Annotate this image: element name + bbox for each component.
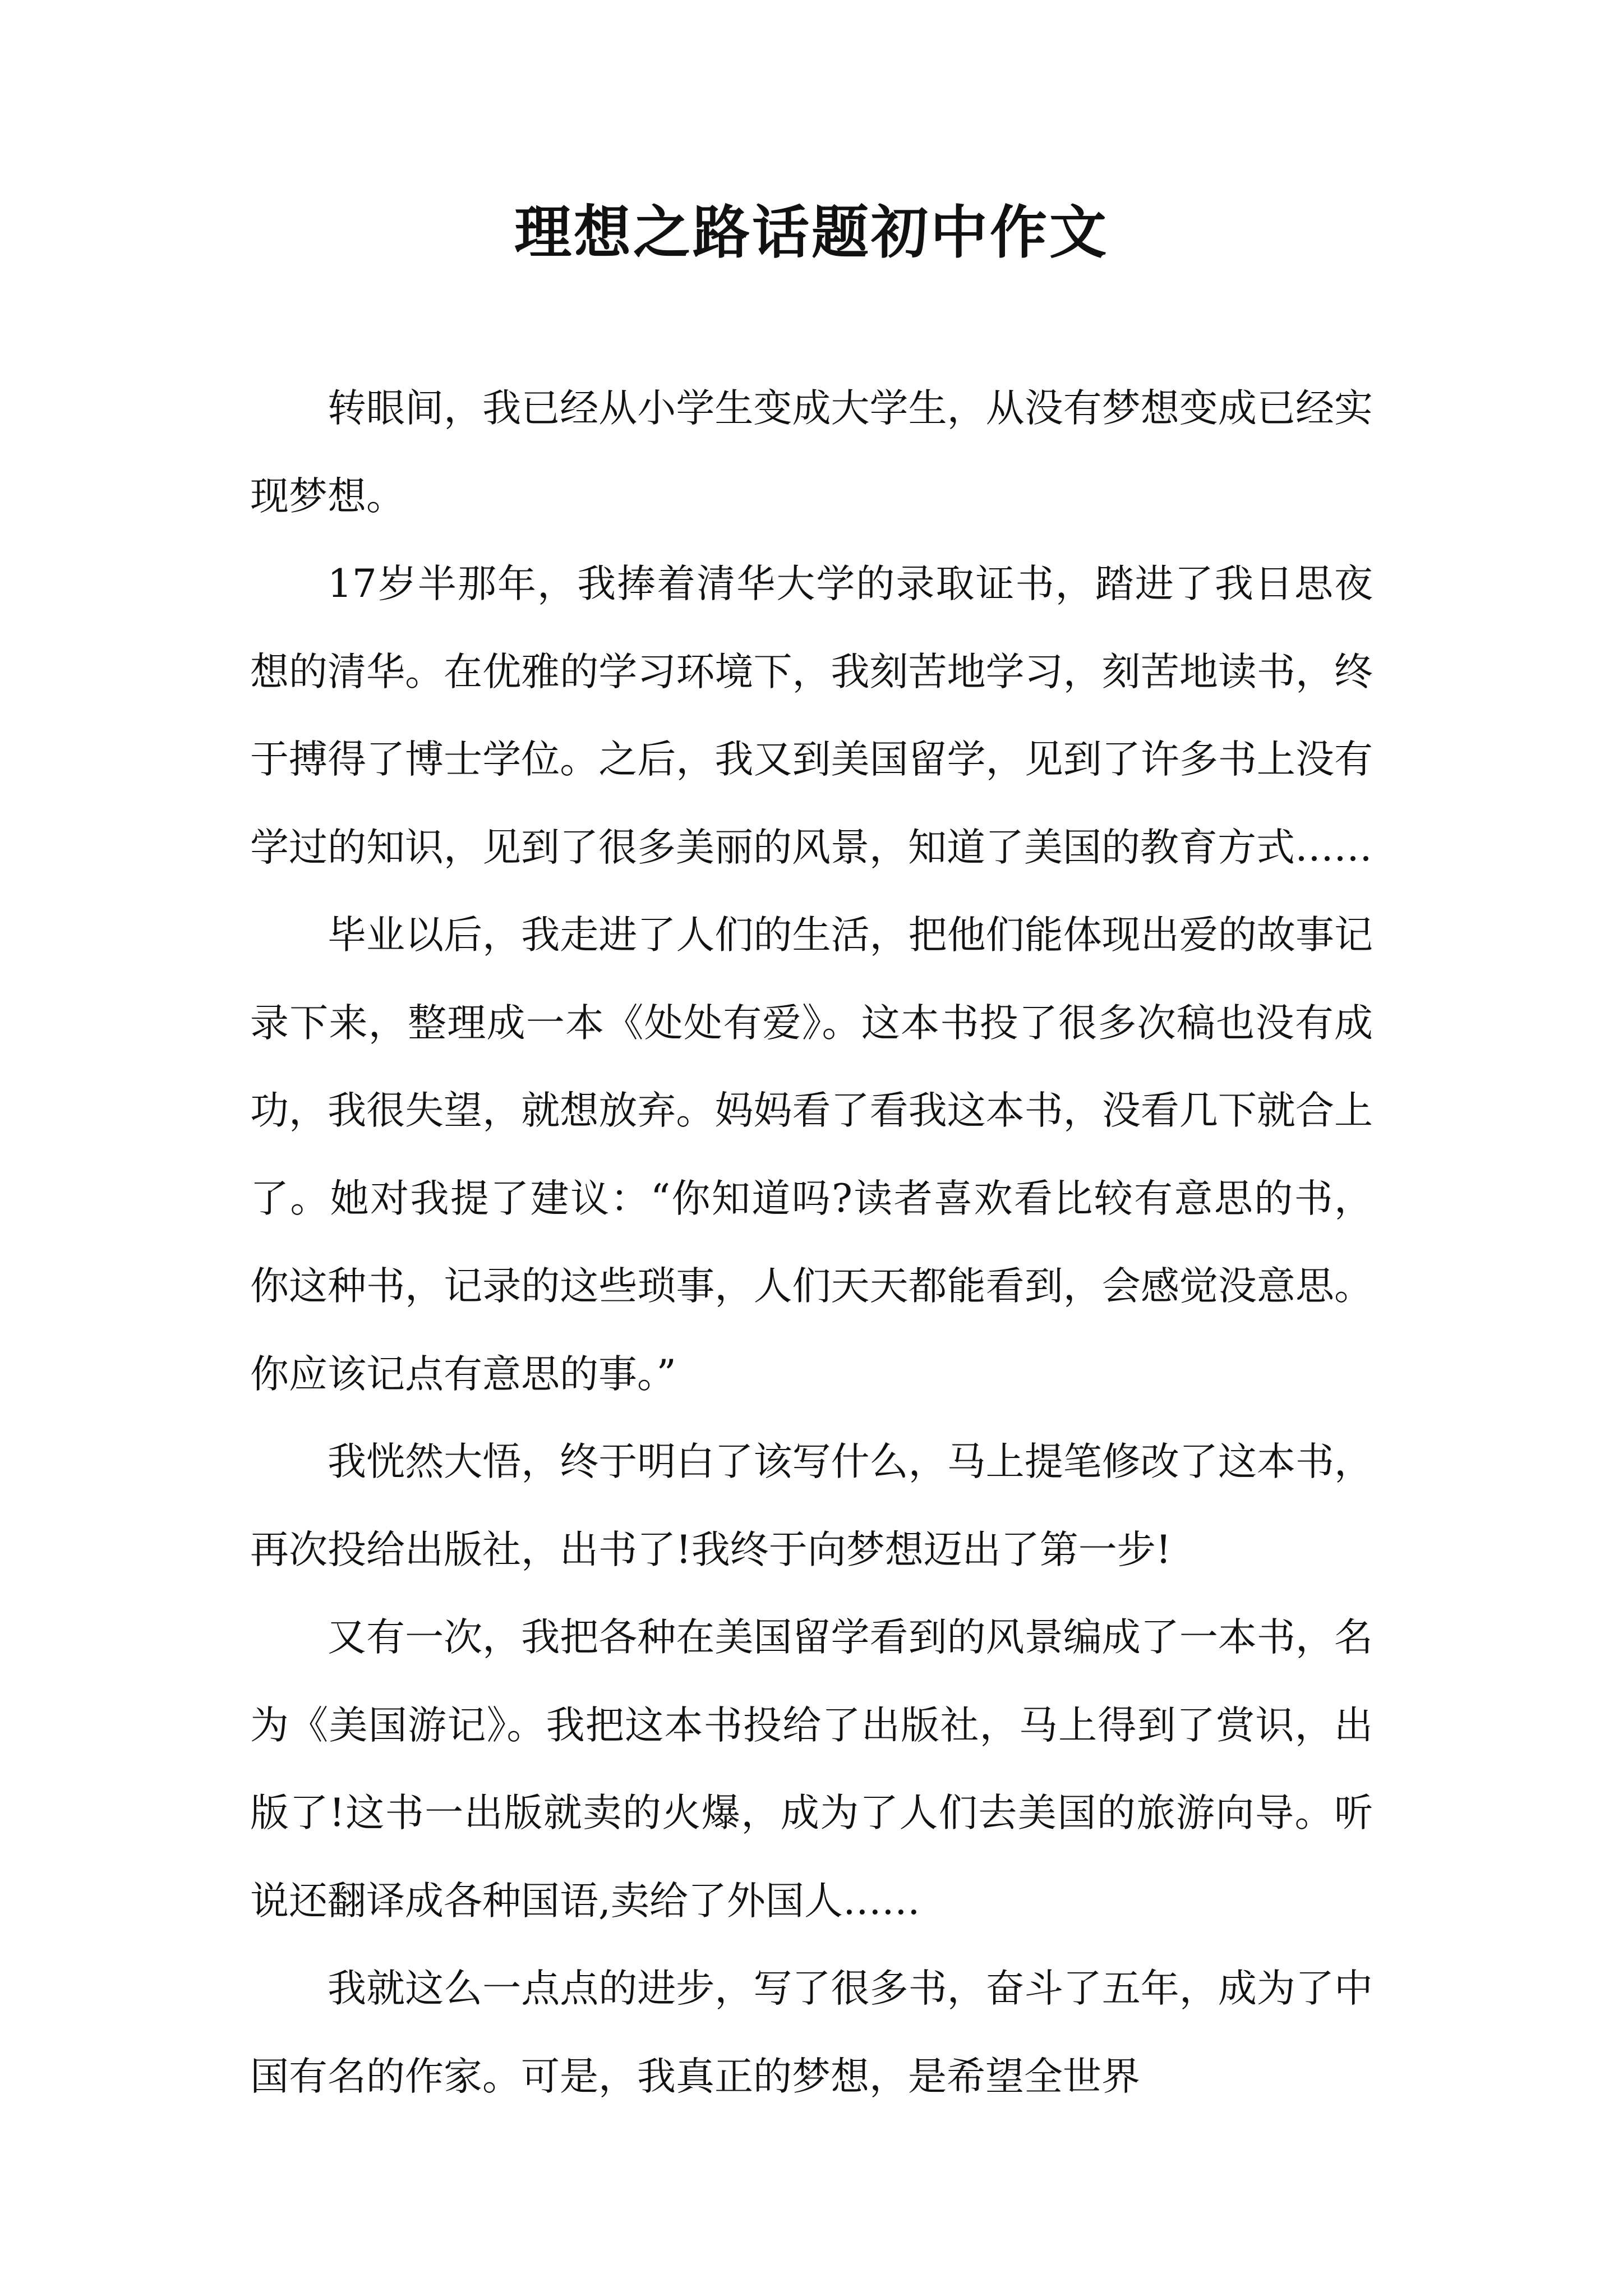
paragraph: 转眼间，我已经从小学生变成大学生，从没有梦想变成已经实现梦想。: [250, 386, 1373, 519]
paragraph: 我恍然大悟，终于明白了该写什么，马上提笔修改了这本书，再次投给出版社，出书了!我终于向梦想迈出了第一步!: [250, 1439, 1373, 1572]
paragraph: 又有一次，我把各种在美国留学看到的风景编成了一本书，名为《美国游记》。我把这本书投给了出版社，马上得到了赏识，出版了!这书一出版就卖的火爆，成为了人们去美国的旅游向导。听说还翻译成各种国语,卖给了外国人……: [250, 1615, 1373, 1924]
paragraph: 毕业以后，我走进了人们的生活，把他们能体现出爱的故事记录下来，整理成一本《处处有爱》。这本书投了很多次稿也没有成功，我很失望，就想放弃。妈妈看了看我这本书，没看几下就合上了。她对我提了建议：“你知道吗?读者喜欢看比较有意思的书，你这种书，记录的这些琐事，人们天天都能看到，会感觉没意思。你应该记点有意思的事。”: [250, 913, 1373, 1397]
paragraph: 17岁半那年，我捧着清华大学的录取证书，踏进了我日思夜想的清华。在优雅的学习环境下，我刻苦地学习，刻苦地读书，终于搏得了博士学位。之后，我又到美国留学，见到了许多书上没有学过的知识，见到了很多美丽的风景，知道了美国的教育方式……: [250, 562, 1373, 870]
document-body: [250, 365, 1373, 2120]
document-title: 理想之路话题初中作文: [514, 199, 1109, 266]
paragraph: 我就这么一点点的进步，写了很多书，奋斗了五年，成为了中国有名的作家。可是，我真正的梦想，是希望全世界: [250, 1966, 1373, 2099]
